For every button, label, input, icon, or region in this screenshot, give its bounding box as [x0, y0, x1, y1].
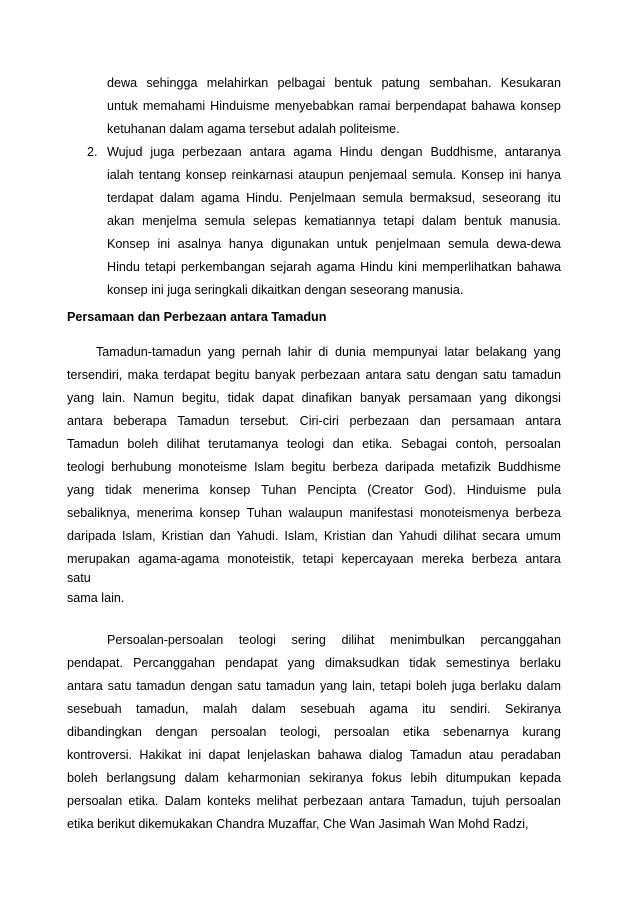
word: berbeza [471, 552, 518, 566]
word: lebih [410, 771, 438, 785]
word: semula [362, 191, 403, 205]
word: perbezaan [182, 145, 242, 159]
word: untuk [107, 99, 138, 113]
word: tujuh [472, 794, 500, 808]
list-continuation-line: ketuhanan dalam agama tersebut adalah politeisme. [107, 122, 400, 136]
word: etika. [362, 437, 393, 451]
word: yang [287, 656, 315, 670]
word: yang [67, 391, 95, 405]
word: dalam [251, 702, 286, 716]
word: yang [533, 345, 561, 359]
word: teologi [286, 437, 324, 451]
word: dimaksudkan [325, 656, 400, 670]
word: pelbagai [277, 76, 326, 90]
word: lahir [287, 345, 312, 359]
word: fokus [371, 771, 402, 785]
word: Tuhan [261, 483, 297, 497]
word: Persoalan-persoalan [107, 633, 224, 647]
word: antara [365, 368, 402, 382]
word: konsep [185, 168, 227, 182]
word: terutamanya [208, 437, 279, 451]
word: boleh [415, 679, 447, 693]
word: manusia. [509, 214, 561, 228]
word: dinafikan [301, 391, 353, 405]
paragraph-line [107, 632, 561, 648]
word: dan [419, 414, 441, 428]
word: terdapat [107, 191, 154, 205]
word: persoalan [67, 794, 123, 808]
word: melihat [256, 794, 298, 808]
word: manifestasi [349, 506, 414, 520]
word: dalam [159, 191, 195, 205]
word: konteks [207, 794, 251, 808]
word: persoalan [211, 725, 267, 739]
word: boleh [67, 771, 98, 785]
word: dan [371, 529, 393, 543]
word: persoalan [334, 725, 390, 739]
paragraph-line [67, 459, 561, 475]
word: dilihat [443, 529, 477, 543]
word: Islam [254, 460, 285, 474]
word: ditumpukan [445, 771, 511, 785]
word: persoalan [505, 794, 561, 808]
word: pernah [241, 345, 282, 359]
word: latar [444, 345, 469, 359]
word: ialah [107, 168, 134, 182]
word: God). [424, 483, 456, 497]
word: maka [127, 368, 159, 382]
word: dapat [262, 391, 294, 405]
word: Tamadun, [410, 794, 467, 808]
word: atau [468, 748, 494, 762]
word: keharmonian [227, 771, 301, 785]
word: itu [547, 191, 561, 205]
word: Hinduisme [210, 99, 270, 113]
word: walaupun [288, 506, 343, 520]
word: hanya [526, 168, 561, 182]
word: Tuhan [246, 506, 283, 520]
word: berlaku [519, 656, 561, 670]
word: bahawa [317, 748, 362, 762]
word: mempunyai [372, 345, 438, 359]
word: malah [202, 702, 238, 716]
list-item-line [107, 213, 561, 229]
word: pendapat. [67, 656, 124, 670]
word: monoteismenya [419, 506, 509, 520]
word: persamaan [451, 414, 515, 428]
word: belakang [475, 345, 527, 359]
word: reinkarnasi [231, 168, 294, 182]
word: dengan [155, 725, 198, 739]
word: monoteisme [178, 460, 248, 474]
word: ini [188, 748, 202, 762]
word: bahawa [471, 99, 516, 113]
word: sesebuah [300, 702, 355, 716]
word: sendiri. [449, 702, 491, 716]
word: antara [249, 145, 286, 159]
word: berhubung [111, 460, 172, 474]
word: hanya [228, 237, 264, 251]
word: bentuk [464, 214, 502, 228]
word: berlaku [480, 679, 522, 693]
word: itu [422, 702, 436, 716]
word: satu [107, 679, 132, 693]
word: antara [368, 794, 405, 808]
word: begitu [215, 368, 250, 382]
word: penjelmaan [375, 237, 441, 251]
word: perbezaan [300, 368, 361, 382]
word: sering [291, 633, 326, 647]
word: umum [525, 529, 561, 543]
word: dialog [368, 748, 403, 762]
word: Tamadun [67, 437, 119, 451]
section-heading: Persamaan dan Perbezaan antara Tamadun [67, 310, 327, 324]
paragraph-line [67, 505, 561, 521]
word: menerima [142, 483, 199, 497]
word: dunia [335, 345, 366, 359]
list-item-line: konsep ini juga seringkali dikaitkan dengan seseorang manusia. [107, 283, 464, 297]
word: ini [157, 237, 171, 251]
word: Sekiranya [504, 702, 561, 716]
word: Kristian [323, 529, 366, 543]
paragraph-line: sama lain. [67, 591, 125, 605]
paragraph-line [67, 747, 561, 763]
word: Konsep [461, 168, 504, 182]
paragraph-line [67, 528, 561, 544]
word: antara [67, 679, 103, 693]
word: menimbulkan [389, 633, 465, 647]
word: persoalan [505, 437, 561, 451]
word: teologi [238, 633, 276, 647]
word: monoteistik, [227, 552, 295, 566]
paragraph-line [67, 701, 561, 717]
word: tamadun [266, 679, 316, 693]
list-item-line [107, 167, 561, 183]
word: Hinduisme [466, 483, 527, 497]
word: tidak [227, 391, 255, 405]
word: tetapi [380, 679, 412, 693]
word: daripada [385, 460, 435, 474]
word: agama [200, 191, 240, 205]
word: tetapi [383, 214, 415, 228]
word: kematiannya [304, 214, 376, 228]
word: bermaksud, [409, 191, 476, 205]
word: seseorang [482, 191, 541, 205]
word: agama [293, 145, 332, 159]
list-item-line [107, 190, 561, 206]
word: kepercayaan [341, 552, 414, 566]
word: contoh, [455, 437, 497, 451]
word: semula [448, 237, 489, 251]
word: etika [402, 725, 430, 739]
word: ini [508, 168, 522, 182]
word: sehingga [146, 76, 198, 90]
word: boleh [127, 437, 159, 451]
word: perbezaan [349, 414, 410, 428]
paragraph-line [67, 482, 561, 498]
word: lenjelaskan [247, 748, 311, 762]
word: Percanggahan [133, 656, 216, 670]
paragraph-line [67, 367, 561, 383]
word: satu [406, 368, 431, 382]
word: secara [482, 529, 520, 543]
word: dewa-dewa [496, 237, 561, 251]
word: Islam, [284, 529, 318, 543]
word: kepada [519, 771, 561, 785]
word: berpendapat [395, 99, 467, 113]
word: dengan [435, 368, 478, 382]
word: juga [451, 679, 476, 693]
word: terdapat [163, 368, 210, 382]
word: konsep [199, 506, 241, 520]
word: dibandingkan [67, 725, 142, 739]
word: Buddhisme [497, 460, 561, 474]
word: asalnya [177, 237, 222, 251]
word: etika. [128, 794, 159, 808]
word: teologi, [279, 725, 321, 739]
list-continuation-line [107, 75, 561, 91]
paragraph-line [67, 678, 561, 694]
word: patung [381, 76, 420, 90]
paragraph-line: satu [67, 571, 91, 585]
word: dalam [422, 214, 457, 228]
word: tetapi [145, 260, 176, 274]
word: bentuk [334, 76, 373, 90]
word: Hindu [360, 260, 394, 274]
word: perkembangan [180, 260, 265, 274]
word: Penjelmaan [289, 191, 356, 205]
word: pendapat [225, 656, 278, 670]
word: teologi [67, 460, 105, 474]
word: sebenarnya [443, 725, 509, 739]
word: bahawa [516, 260, 561, 274]
word: dilihat [166, 437, 200, 451]
word: dapat [208, 748, 241, 762]
word: Hindu [107, 260, 140, 274]
word: kontroversi. [67, 748, 133, 762]
word: agama-agama [138, 552, 220, 566]
list-item-line [107, 236, 561, 252]
word: Ciri-ciri [299, 414, 339, 428]
word: Islam, [122, 529, 156, 543]
word: untuk [336, 237, 368, 251]
word: yang [319, 679, 348, 693]
word: kurang [522, 725, 561, 739]
word: ramai [358, 99, 391, 113]
word: Sebagai [400, 437, 448, 451]
list-item-line [107, 144, 561, 160]
word: Tamadun-tamadun [96, 345, 202, 359]
word: dikongsi [514, 391, 561, 405]
word: Konsep [107, 237, 150, 251]
word: selepas [252, 214, 297, 228]
paragraph-line [96, 344, 561, 360]
word: lain. [102, 391, 126, 405]
word: beberapa [113, 414, 167, 428]
word: Namun [133, 391, 174, 405]
word: kini [398, 260, 418, 274]
word: Kesukaran [500, 76, 561, 90]
word: melahirkan [206, 76, 269, 90]
word: tidak [105, 483, 132, 497]
word: konsep [209, 483, 251, 497]
word: lain, [352, 679, 376, 693]
word: Tamadun [409, 748, 462, 762]
word: tersebut. [239, 414, 289, 428]
word: metafizik [441, 460, 491, 474]
word: sejarah [270, 260, 312, 274]
word: dilihat [341, 633, 375, 647]
word: pula [537, 483, 561, 497]
word: digunakan [270, 237, 330, 251]
word: dewa [107, 76, 138, 90]
word: berlangsung [106, 771, 176, 785]
word: sebaliknya, [67, 506, 131, 520]
paragraph-line: etika berikut dikemukakan Chandra Muzaffar, Che Wan Jasimah Wan Mohd Radzi, [67, 817, 529, 831]
word: menyebabkan [274, 99, 354, 113]
word: akan [107, 214, 135, 228]
paragraph-line [67, 390, 561, 406]
word: penjemaal [348, 168, 407, 182]
word: daripada [67, 529, 117, 543]
paragraph-line [67, 551, 561, 567]
word: dengan [380, 145, 423, 159]
word: dalam [526, 679, 561, 693]
word: Pencipta [307, 483, 357, 497]
word: satu [482, 368, 507, 382]
word: peradaban [500, 748, 561, 762]
word: tersendiri, [67, 368, 123, 382]
word: merupakan [67, 552, 131, 566]
word: di [318, 345, 329, 359]
word: tamadun [136, 679, 186, 693]
paragraph-line [67, 413, 561, 429]
word: antara [525, 552, 561, 566]
word: semestinya [445, 656, 510, 670]
word: memperlihatkan [422, 260, 512, 274]
word: berbeza [332, 460, 379, 474]
word: dengan [190, 679, 233, 693]
word: percanggahan [480, 633, 561, 647]
paragraph-line [67, 655, 561, 671]
word: agama [316, 260, 356, 274]
word: Hindu [339, 145, 373, 159]
word: antaranya [504, 145, 561, 159]
word: semula. [412, 168, 457, 182]
paragraph-line [67, 436, 561, 452]
paragraph-line [67, 770, 561, 786]
list-continuation-line [107, 98, 561, 114]
word: konsep [520, 99, 561, 113]
word: dan [209, 529, 231, 543]
word: yang [207, 345, 236, 359]
word: Yahudi. [236, 529, 279, 543]
word: Dalam [164, 794, 202, 808]
word: Kristian [161, 529, 204, 543]
word: Wujud [107, 145, 143, 159]
word: tentang [138, 168, 181, 182]
word: banyak [254, 368, 296, 382]
word: Yahudi [398, 529, 438, 543]
word: Buddhisme, [430, 145, 497, 159]
word: memahami [142, 99, 206, 113]
word: mereka [421, 552, 464, 566]
paragraph-line [67, 793, 561, 809]
word: ataupun [298, 168, 344, 182]
word: dalam [184, 771, 219, 785]
list-item-number: 2. [87, 145, 98, 159]
word: semula [204, 214, 246, 228]
word: Hindu. [246, 191, 283, 205]
word: antara [525, 414, 561, 428]
word: begitu [291, 460, 326, 474]
word: yang [479, 391, 507, 405]
word: dan [332, 437, 354, 451]
word: begitu, [181, 391, 220, 405]
word: tidak [409, 656, 436, 670]
word: tetapi [302, 552, 334, 566]
word: agama [369, 702, 408, 716]
word: banyak [359, 391, 401, 405]
word: tamadun [511, 368, 561, 382]
word: perbezaan [303, 794, 363, 808]
word: tamadun, [136, 702, 189, 716]
paragraph-line [67, 724, 561, 740]
word: sembahan. [429, 76, 492, 90]
word: menerima [136, 506, 193, 520]
word: menjelma [142, 214, 197, 228]
word: persamaan [408, 391, 472, 405]
word: (Creator [367, 483, 414, 497]
word: sekiranya [309, 771, 363, 785]
list-item-line [107, 259, 561, 275]
word: yang [67, 483, 95, 497]
word: Hakikat [139, 748, 182, 762]
word: juga [150, 145, 175, 159]
word: antara [67, 414, 103, 428]
word: satu [237, 679, 262, 693]
word: berbeza [515, 506, 561, 520]
word: Tamadun [177, 414, 230, 428]
word: sesebuah [67, 702, 122, 716]
